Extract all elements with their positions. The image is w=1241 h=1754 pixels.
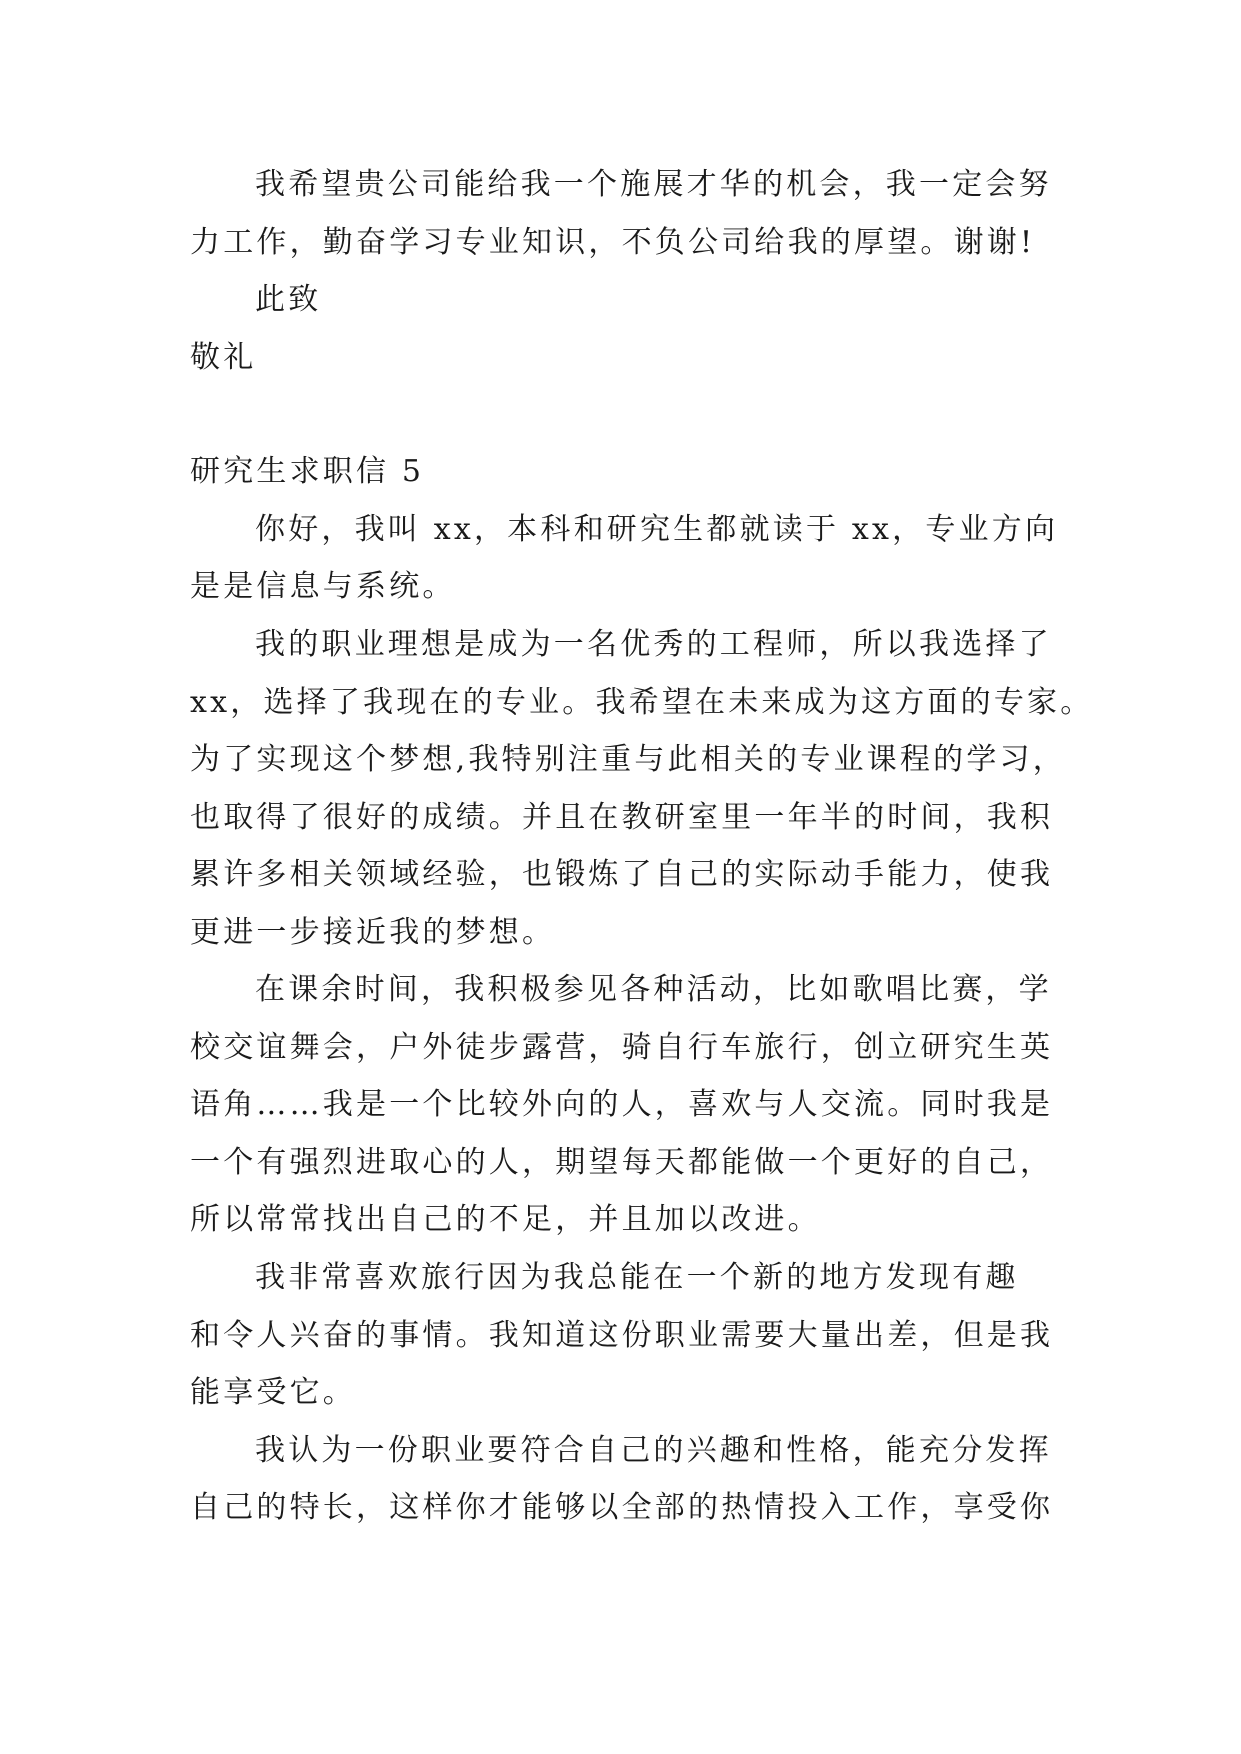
paragraph-line: 我的职业理想是成为一名优秀的工程师，所以我选择了 (255, 627, 1052, 662)
paragraph-line: 更进一步接近我的梦想。 (190, 915, 556, 950)
section-heading: 研究生求职信 5 (190, 454, 425, 489)
closing-regards: 敬礼 (190, 340, 257, 375)
closing-salutation: 此致 (255, 282, 322, 317)
paragraph-line: 我认为一份职业要符合自己的兴趣和性格，能充分发挥 (255, 1433, 1052, 1468)
paragraph-line: 我非常喜欢旅行因为我总能在一个新的地方发现有趣 (255, 1260, 1019, 1295)
paragraph-line: 也取得了很好的成绩。并且在教研室里一年半的时间，我积 (190, 800, 1054, 835)
paragraph-line: 我希望贵公司能给我一个施展才华的机会，我一定会努 (255, 167, 1052, 202)
paragraph-line: 能享受它。 (190, 1375, 356, 1410)
paragraph-line: 累许多相关领域经验，也锻炼了自己的实际动手能力，使我 (190, 857, 1054, 892)
paragraph-line: 和令人兴奋的事情。我知道这份职业需要大量出差，但是我 (190, 1318, 1054, 1353)
paragraph-line: 是是信息与系统。 (190, 569, 456, 604)
paragraph-line: 语角……我是一个比较外向的人，喜欢与人交流。同时我是 (190, 1087, 1054, 1122)
paragraph-line: 校交谊舞会，户外徒步露营，骑自行车旅行，创立研究生英 (190, 1030, 1054, 1065)
paragraph-line: 一个有强烈进取心的人，期望每天都能做一个更好的自己， (190, 1145, 1054, 1180)
paragraph-line: 力工作，勤奋学习专业知识，不负公司给我的厚望。谢谢! (190, 225, 1036, 260)
paragraph-line: 自己的特长，这样你才能够以全部的热情投入工作，享受你 (190, 1490, 1054, 1525)
paragraph-line: 所以常常找出自己的不足，并且加以改进。 (190, 1202, 821, 1237)
paragraph-line: 为了实现这个梦想,我特别注重与此相关的专业课程的学习， (190, 742, 1066, 777)
paragraph-line: 在课余时间，我积极参见各种活动，比如歌唱比赛，学 (255, 972, 1052, 1007)
paragraph-line: xx，选择了我现在的专业。我希望在未来成为这方面的专家。 (190, 685, 1094, 720)
paragraph-line: 你好，我叫 xx，本科和研究生都就读于 xx，专业方向 (255, 512, 1059, 547)
